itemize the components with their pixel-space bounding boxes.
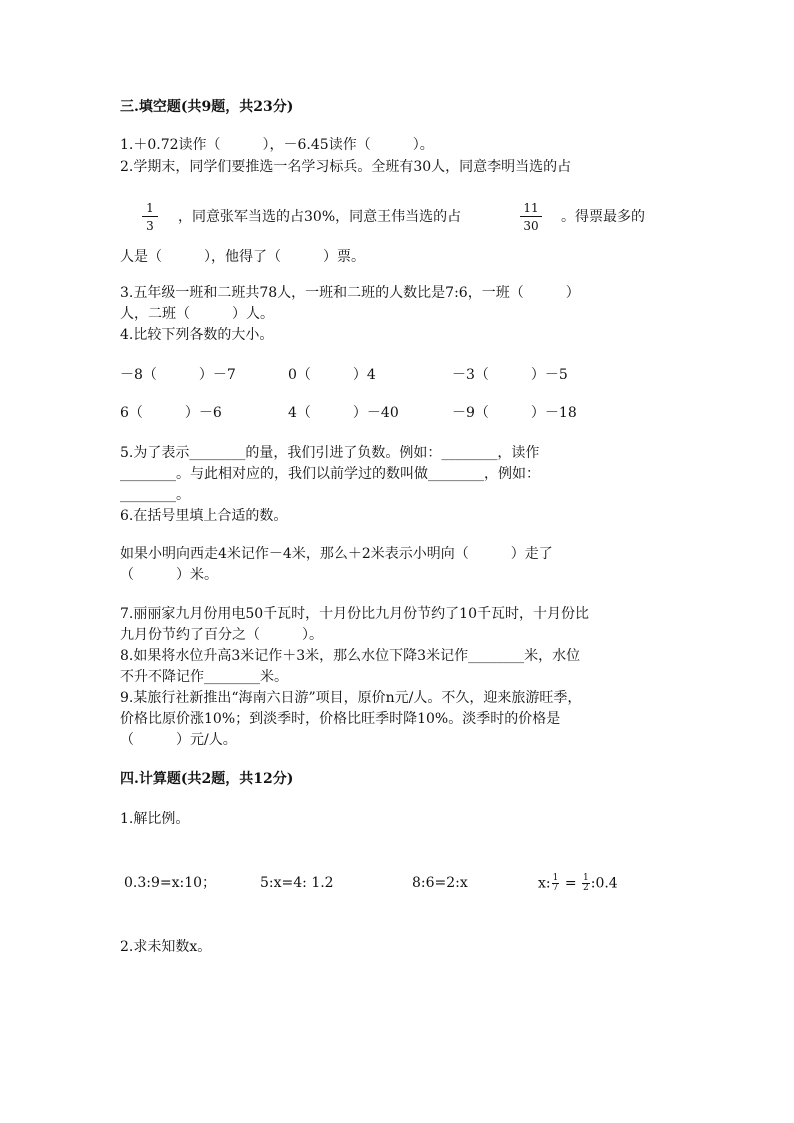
compare-item: －3（ ）－5 bbox=[452, 367, 568, 383]
question-3-5-line2: ________。与此相对应的，我们以前学过的数叫做________，例如： bbox=[120, 466, 540, 482]
proportion-equation-fraction bbox=[538, 874, 618, 893]
question-3-4-title: 4.比较下列各数的大小。 bbox=[120, 327, 274, 343]
section4-title: 四.计算题(共2题，共12分) bbox=[120, 771, 294, 787]
fraction-numerator: 11 bbox=[520, 201, 542, 217]
compare-item: －8（ ）－7 bbox=[120, 367, 236, 383]
question-3-8-line2: 不升不降记作________米。 bbox=[120, 669, 288, 685]
question-3-3-line1: 3.五年级一班和二班共78人，一班和二班的人数比是7:6，一班（ ） bbox=[120, 285, 580, 301]
question-3-7-line1: 7.丽丽家九月份用电50千瓦时，十月份比九月份节约了10千瓦时，十月份比 bbox=[120, 606, 589, 622]
question-3-6-line1: 如果小明向西走4米记作－4米，那么＋2米表示小明向（ ）走了 bbox=[120, 546, 553, 562]
question-3-2-line1: 2.学期末，同学们要推选一名学习标兵。全班有30人，同意李明当选的占 bbox=[120, 159, 572, 175]
question-3-9-line2: 价格比原价涨10%；到淡季时，价格比旺季时降10%。淡季时的价格是 bbox=[120, 711, 561, 727]
question-4-2-title: 2.求未知数x。 bbox=[120, 939, 212, 955]
compare-item: 6（ ）－6 bbox=[120, 405, 222, 421]
fraction-denominator: 7 bbox=[552, 883, 559, 893]
fraction-one-third bbox=[142, 201, 158, 233]
fraction-one-seventh bbox=[552, 874, 560, 893]
equation-prefix: x: bbox=[538, 875, 551, 892]
compare-item: 0（ ）4 bbox=[288, 367, 376, 383]
question-3-8-line1: 8.如果将水位升高3米记作＋3米，那么水位下降3米记作________米，水位 bbox=[120, 648, 581, 664]
question-3-3-line2: 人，二班（ ）人。 bbox=[120, 306, 274, 322]
fraction-eleven-thirtieths bbox=[520, 201, 542, 233]
fraction-denominator: 3 bbox=[146, 219, 154, 233]
proportion-equation: 0.3:9=x:10； bbox=[124, 875, 217, 891]
question-4-1-title: 1.解比例。 bbox=[120, 811, 190, 827]
question-3-7-line2: 九月份节约了百分之（ ）。 bbox=[120, 627, 323, 643]
fraction-one-half bbox=[582, 874, 590, 893]
compare-item: －9（ ）－18 bbox=[452, 405, 577, 421]
fraction-denominator: 30 bbox=[523, 219, 539, 233]
equation-suffix: :0.4 bbox=[590, 875, 618, 892]
question-3-5-line3: ________。 bbox=[120, 487, 190, 503]
question-3-2-line2-tail: 。得票最多的 bbox=[561, 209, 645, 225]
question-3-6-line2: （ ）米。 bbox=[120, 567, 218, 583]
question-3-5-line1: 5.为了表示________的量，我们引进了负数。例如：________，读作 bbox=[120, 445, 540, 461]
fraction-numerator: 1 bbox=[583, 873, 589, 883]
proportion-equation: 8:6=2:x bbox=[412, 875, 468, 891]
section3-title: 三.填空题(共9题，共23分) bbox=[120, 99, 294, 115]
fraction-denominator: 2 bbox=[583, 883, 589, 893]
equals-sign: = bbox=[564, 875, 577, 892]
question-3-2-line2-mid: ，同意张军当选的占30%，同意王伟当选的占 bbox=[178, 209, 462, 225]
question-3-2-line3: 人是（ ），他得了（ ）票。 bbox=[120, 249, 365, 265]
compare-item: 4（ ）－40 bbox=[288, 405, 399, 421]
fraction-numerator: 1 bbox=[142, 201, 158, 217]
question-3-9-line1: 9.某旅行社新推出“海南六日游”项目，原价n元/人。不久，迎来旅游旺季， bbox=[120, 690, 582, 706]
question-3-9-line3: （ ）元/人。 bbox=[120, 732, 237, 748]
question-3-1: 1.＋0.72读作（ ），－6.45读作（ ）。 bbox=[120, 137, 434, 153]
fraction-numerator: 1 bbox=[552, 873, 559, 883]
proportion-equation: 5:x=4: 1.2 bbox=[260, 875, 334, 891]
question-3-6-title: 6.在括号里填上合适的数。 bbox=[120, 508, 288, 524]
